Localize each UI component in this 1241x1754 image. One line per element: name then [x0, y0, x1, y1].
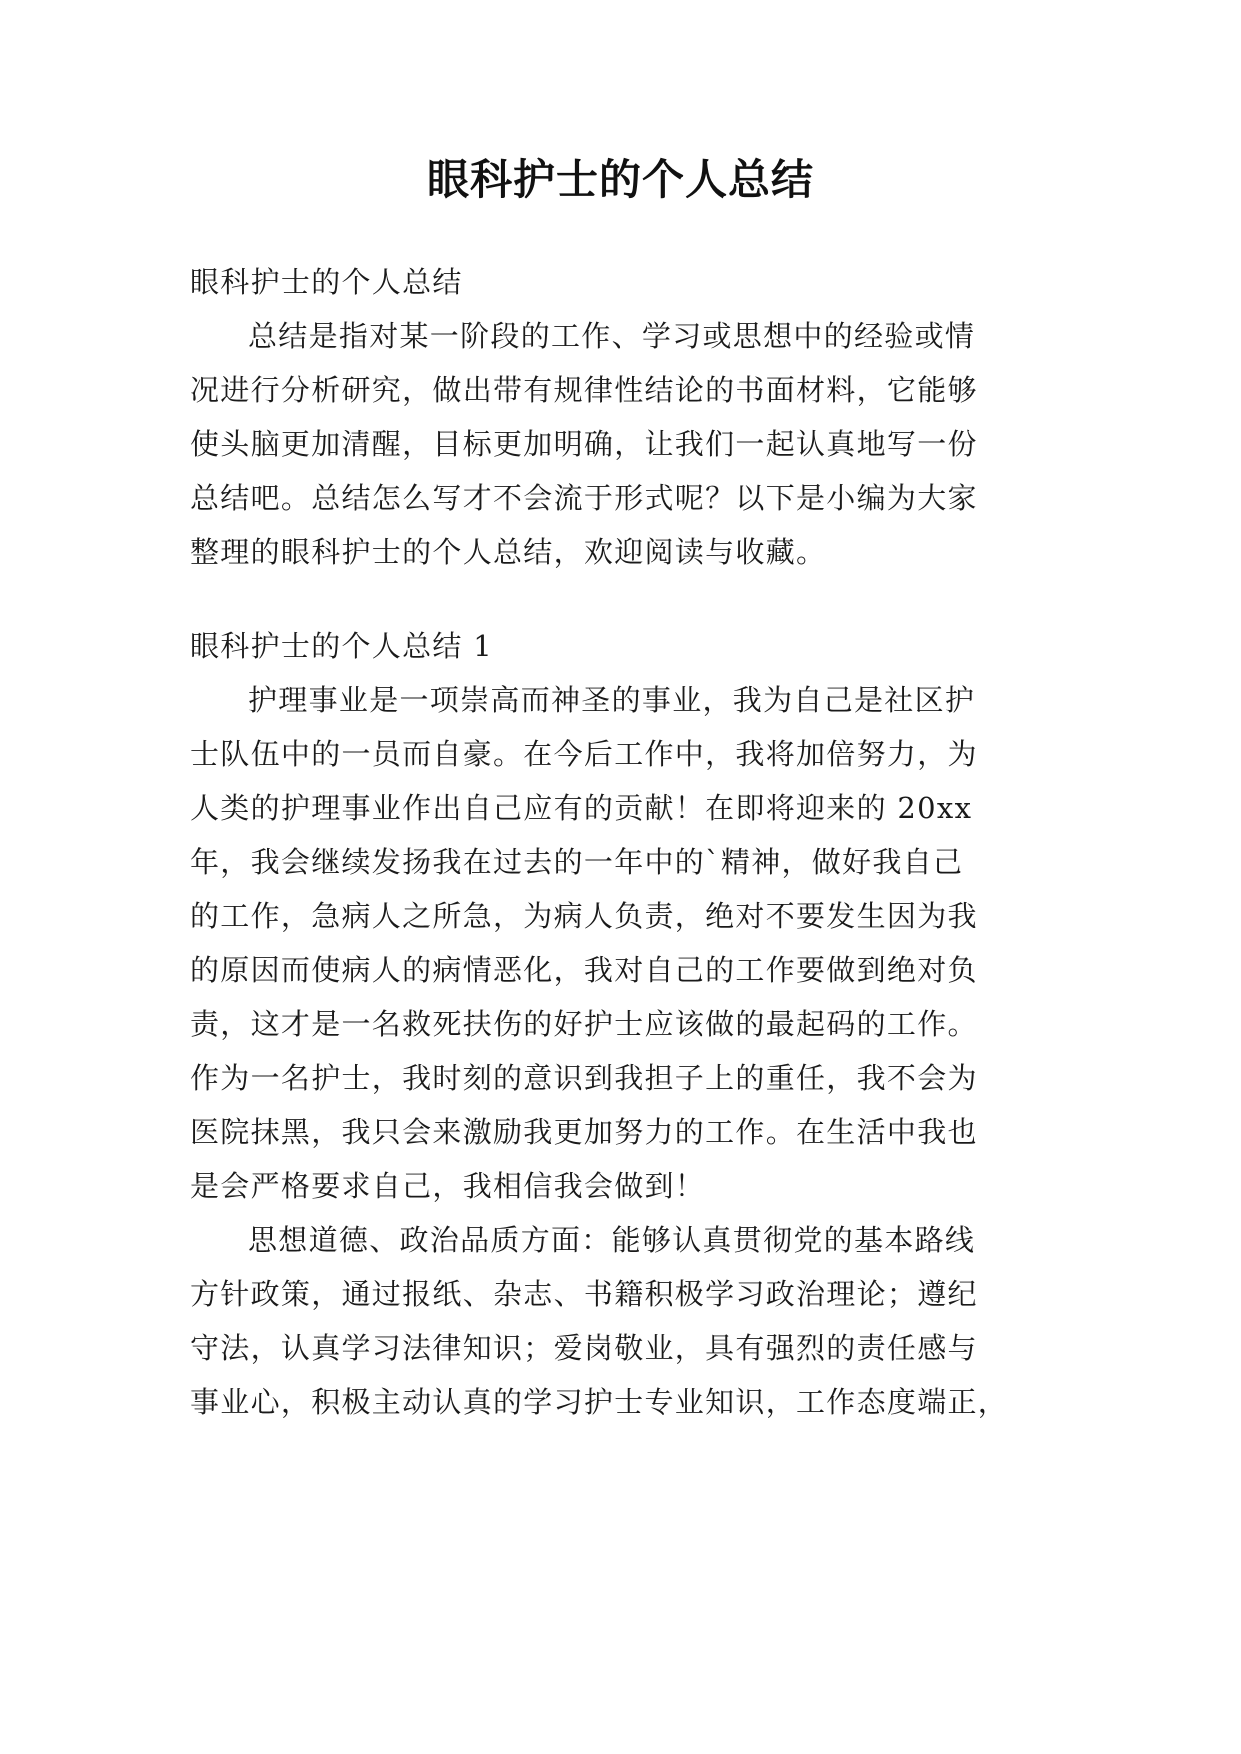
paragraph-line: 事业心，积极主动认真的学习护士专业知识，工作态度端正， [190, 1385, 1009, 1419]
document-title: 眼科护士的个人总结 [426, 155, 814, 204]
intro-line: 总结吧。总结怎么写才不会流于形式呢？以下是小编为大家 [190, 481, 978, 515]
intro-line: 整理的眼科护士的个人总结，欢迎阅读与收藏。 [190, 535, 827, 569]
paragraph-line: 思想道德、政治品质方面：能够认真贯彻党的基本路线 [248, 1223, 976, 1257]
paragraph-line: 是会严格要求自己，我相信我会做到！ [190, 1169, 706, 1203]
paragraph-line: 年，我会继续发扬我在过去的一年中的`精神，做好我自己 [190, 845, 964, 879]
section-heading: 眼科护士的个人总结 1 [190, 629, 493, 663]
paragraph-line: 人类的护理事业作出自己应有的贡献！在即将迎来的 20xx [190, 791, 973, 825]
paragraph-line: 责，这才是一名救死扶伤的好护士应该做的最起码的工作。 [190, 1007, 978, 1041]
paragraph-line: 方针政策，通过报纸、杂志、书籍积极学习政治理论；遵纪 [190, 1277, 978, 1311]
intro-line: 使头脑更加清醒，目标更加明确，让我们一起认真地写一份 [190, 427, 978, 461]
intro-line: 总结是指对某一阶段的工作、学习或思想中的经验或情 [248, 319, 976, 353]
paragraph-line: 的工作，急病人之所急，为病人负责，绝对不要发生因为我 [190, 899, 978, 933]
paragraph-line: 守法，认真学习法律知识；爱岗敬业，具有强烈的责任感与 [190, 1331, 978, 1365]
intro-heading: 眼科护士的个人总结 [190, 265, 463, 299]
paragraph-line: 士队伍中的一员而自豪。在今后工作中，我将加倍努力，为 [190, 737, 978, 771]
paragraph-line: 的原因而使病人的病情恶化，我对自己的工作要做到绝对负 [190, 953, 978, 987]
paragraph-line: 护理事业是一项崇高而神圣的事业，我为自己是社区护 [248, 683, 976, 717]
intro-line: 况进行分析研究，做出带有规律性结论的书面材料，它能够 [190, 373, 978, 407]
paragraph-line: 医院抹黑，我只会来激励我更加努力的工作。在生活中我也 [190, 1115, 978, 1149]
paragraph-line: 作为一名护士，我时刻的意识到我担子上的重任，我不会为 [190, 1061, 978, 1095]
